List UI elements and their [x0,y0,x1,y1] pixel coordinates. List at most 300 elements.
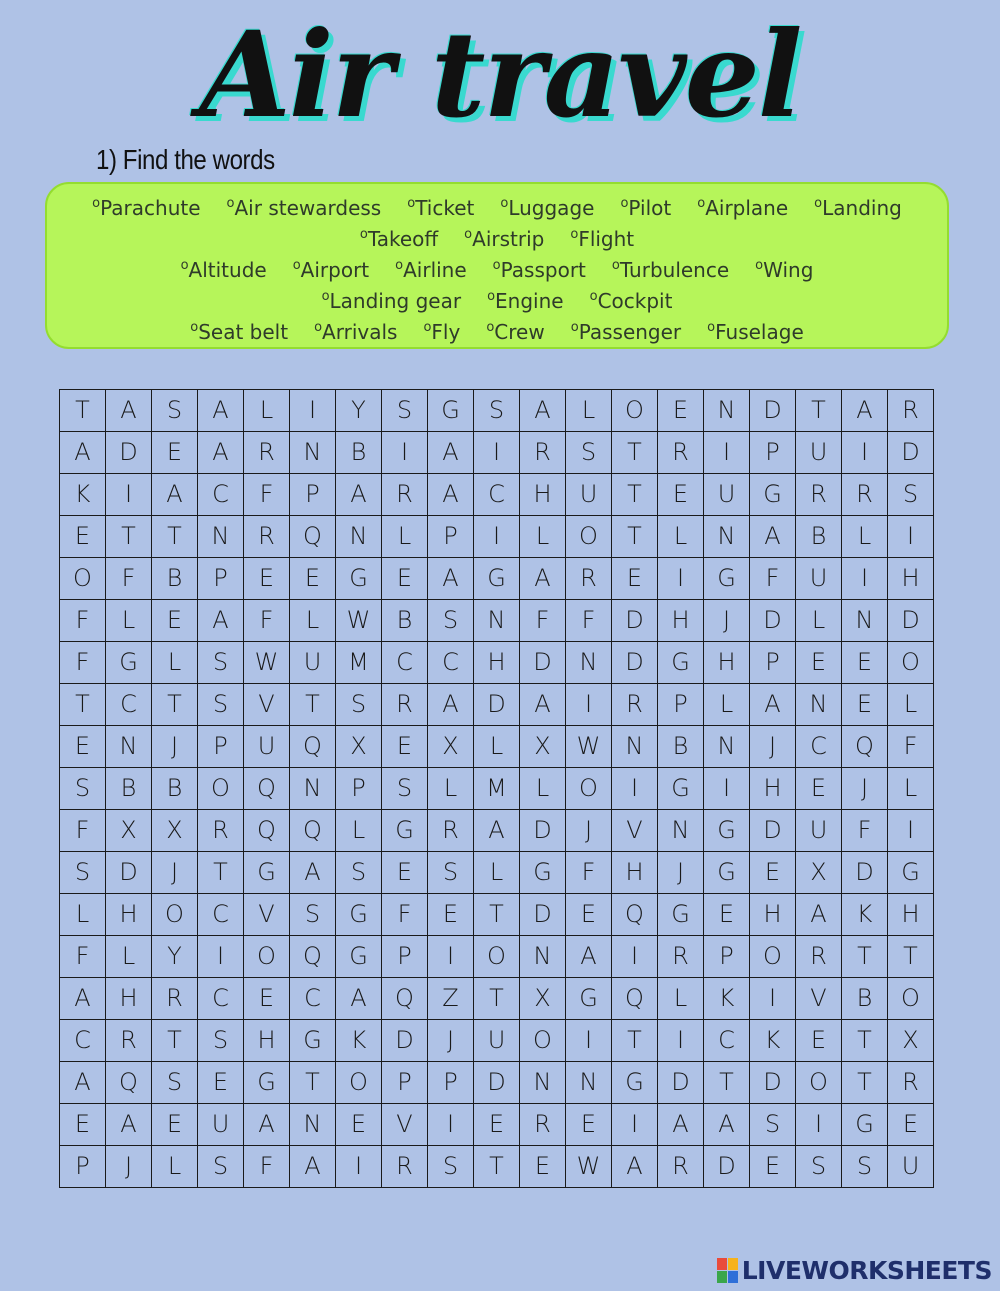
grid-cell[interactable]: G [428,390,474,432]
grid-cell[interactable]: L [842,516,888,558]
grid-cell[interactable]: O [152,894,198,936]
grid-cell[interactable]: E [796,642,842,684]
grid-cell[interactable]: D [106,432,152,474]
grid-cell[interactable]: O [520,1020,566,1062]
grid-cell[interactable]: L [106,936,152,978]
grid-cell[interactable]: A [428,474,474,516]
grid-cell[interactable]: D [750,810,796,852]
grid-cell[interactable]: G [842,1104,888,1146]
grid-cell[interactable]: R [658,936,704,978]
grid-cell[interactable]: R [612,684,658,726]
grid-cell[interactable]: A [750,684,796,726]
grid-cell[interactable]: A [658,1104,704,1146]
grid-cell[interactable]: A [336,978,382,1020]
grid-cell[interactable]: P [290,474,336,516]
grid-cell[interactable]: X [336,726,382,768]
grid-cell[interactable]: F [244,600,290,642]
grid-cell[interactable]: Y [336,390,382,432]
grid-cell[interactable]: E [428,894,474,936]
grid-cell[interactable]: X [888,1020,934,1062]
grid-cell[interactable]: T [842,936,888,978]
grid-cell[interactable]: O [474,936,520,978]
grid-cell[interactable]: L [658,516,704,558]
grid-cell[interactable]: A [566,936,612,978]
grid-cell[interactable]: L [152,642,198,684]
grid-cell[interactable]: O [888,642,934,684]
grid-cell[interactable]: S [152,1062,198,1104]
grid-cell[interactable]: I [336,1146,382,1188]
grid-cell[interactable]: I [474,516,520,558]
grid-cell[interactable]: S [428,600,474,642]
grid-cell[interactable]: S [382,768,428,810]
grid-cell[interactable]: T [796,390,842,432]
grid-cell[interactable]: O [566,768,612,810]
grid-cell[interactable]: E [244,558,290,600]
grid-cell[interactable]: R [152,978,198,1020]
grid-cell[interactable]: D [520,642,566,684]
grid-cell[interactable]: H [658,600,704,642]
grid-cell[interactable]: G [658,642,704,684]
grid-cell[interactable]: F [60,936,106,978]
grid-cell[interactable]: A [290,1146,336,1188]
grid-cell[interactable]: G [658,768,704,810]
grid-cell[interactable]: H [612,852,658,894]
grid-cell[interactable]: N [704,726,750,768]
grid-cell[interactable]: A [474,810,520,852]
grid-cell[interactable]: T [612,474,658,516]
grid-cell[interactable]: N [704,390,750,432]
grid-cell[interactable]: I [106,474,152,516]
grid-cell[interactable]: O [750,936,796,978]
grid-cell[interactable]: U [796,810,842,852]
grid-cell[interactable]: W [244,642,290,684]
grid-cell[interactable]: F [60,810,106,852]
grid-cell[interactable]: S [60,852,106,894]
grid-cell[interactable]: L [244,390,290,432]
grid-cell[interactable]: R [658,432,704,474]
grid-cell[interactable]: D [750,600,796,642]
grid-cell[interactable]: E [704,894,750,936]
grid-cell[interactable]: C [796,726,842,768]
grid-cell[interactable]: A [796,894,842,936]
grid-cell[interactable]: T [842,1062,888,1104]
grid-cell[interactable]: T [106,516,152,558]
grid-cell[interactable]: A [152,474,198,516]
grid-cell[interactable]: E [658,390,704,432]
grid-cell[interactable]: E [244,978,290,1020]
grid-cell[interactable]: H [888,894,934,936]
grid-cell[interactable]: X [428,726,474,768]
grid-cell[interactable]: X [520,726,566,768]
grid-cell[interactable]: I [888,516,934,558]
grid-cell[interactable]: Q [612,894,658,936]
grid-cell[interactable]: N [842,600,888,642]
grid-cell[interactable]: S [474,390,520,432]
grid-cell[interactable]: K [336,1020,382,1062]
grid-cell[interactable]: Y [152,936,198,978]
grid-cell[interactable]: L [474,726,520,768]
grid-cell[interactable]: J [566,810,612,852]
grid-cell[interactable]: D [520,810,566,852]
grid-cell[interactable]: G [244,1062,290,1104]
grid-cell[interactable]: H [704,642,750,684]
grid-cell[interactable]: U [244,726,290,768]
grid-cell[interactable]: P [750,642,796,684]
grid-cell[interactable]: P [382,936,428,978]
grid-cell[interactable]: L [704,684,750,726]
grid-cell[interactable]: Q [290,516,336,558]
grid-cell[interactable]: L [658,978,704,1020]
grid-cell[interactable]: F [244,1146,290,1188]
grid-cell[interactable]: L [336,810,382,852]
grid-cell[interactable]: Q [244,768,290,810]
grid-cell[interactable]: E [658,474,704,516]
grid-cell[interactable]: S [888,474,934,516]
grid-cell[interactable]: N [612,726,658,768]
grid-cell[interactable]: D [612,642,658,684]
grid-cell[interactable]: N [566,642,612,684]
grid-cell[interactable]: N [566,1062,612,1104]
grid-cell[interactable]: C [198,978,244,1020]
grid-cell[interactable]: E [60,516,106,558]
grid-cell[interactable]: E [382,726,428,768]
grid-cell[interactable]: R [842,474,888,516]
grid-cell[interactable]: L [888,684,934,726]
grid-cell[interactable]: L [152,1146,198,1188]
grid-cell[interactable]: P [382,1062,428,1104]
grid-cell[interactable]: D [658,1062,704,1104]
grid-cell[interactable]: T [152,1020,198,1062]
grid-cell[interactable]: I [428,936,474,978]
grid-cell[interactable]: Q [842,726,888,768]
grid-cell[interactable]: D [612,600,658,642]
grid-cell[interactable]: N [658,810,704,852]
grid-cell[interactable]: I [198,936,244,978]
grid-cell[interactable]: E [474,1104,520,1146]
grid-cell[interactable]: F [60,600,106,642]
grid-cell[interactable]: T [612,1020,658,1062]
grid-cell[interactable]: I [612,768,658,810]
grid-cell[interactable]: R [796,936,842,978]
grid-cell[interactable]: K [60,474,106,516]
grid-cell[interactable]: B [152,558,198,600]
grid-cell[interactable]: F [888,726,934,768]
grid-cell[interactable]: E [336,1104,382,1146]
grid-cell[interactable]: L [106,600,152,642]
grid-cell[interactable]: G [244,852,290,894]
grid-cell[interactable]: O [60,558,106,600]
grid-cell[interactable]: E [152,432,198,474]
grid-cell[interactable]: J [658,852,704,894]
grid-cell[interactable]: V [612,810,658,852]
grid-cell[interactable]: W [566,1146,612,1188]
grid-cell[interactable]: I [612,936,658,978]
grid-cell[interactable]: C [704,1020,750,1062]
grid-cell[interactable]: C [198,474,244,516]
grid-cell[interactable]: T [474,1146,520,1188]
grid-cell[interactable]: B [382,600,428,642]
grid-cell[interactable]: K [750,1020,796,1062]
grid-cell[interactable]: G [612,1062,658,1104]
grid-cell[interactable]: G [658,894,704,936]
grid-cell[interactable]: I [566,1020,612,1062]
grid-cell[interactable]: F [244,474,290,516]
grid-cell[interactable]: B [336,432,382,474]
grid-cell[interactable]: I [842,558,888,600]
grid-cell[interactable]: E [198,1062,244,1104]
grid-cell[interactable]: O [198,768,244,810]
grid-cell[interactable]: E [750,1146,796,1188]
grid-cell[interactable]: T [704,1062,750,1104]
grid-cell[interactable]: X [520,978,566,1020]
grid-cell[interactable]: S [152,390,198,432]
grid-cell[interactable]: P [198,558,244,600]
grid-cell[interactable]: I [704,432,750,474]
grid-cell[interactable]: N [520,936,566,978]
grid-cell[interactable]: S [428,1146,474,1188]
grid-cell[interactable]: A [520,558,566,600]
grid-cell[interactable]: T [888,936,934,978]
grid-cell[interactable]: L [796,600,842,642]
grid-cell[interactable]: G [474,558,520,600]
grid-cell[interactable]: R [520,1104,566,1146]
grid-cell[interactable]: M [474,768,520,810]
grid-cell[interactable]: T [612,432,658,474]
grid-cell[interactable]: Q [290,936,336,978]
grid-cell[interactable]: N [290,432,336,474]
grid-cell[interactable]: A [842,390,888,432]
grid-cell[interactable]: L [474,852,520,894]
grid-cell[interactable]: C [474,474,520,516]
grid-cell[interactable]: W [336,600,382,642]
grid-cell[interactable]: E [750,852,796,894]
grid-cell[interactable]: D [704,1146,750,1188]
grid-cell[interactable]: C [382,642,428,684]
grid-cell[interactable]: O [888,978,934,1020]
grid-cell[interactable]: E [796,768,842,810]
grid-cell[interactable]: R [566,558,612,600]
grid-cell[interactable]: E [152,600,198,642]
grid-cell[interactable]: N [704,516,750,558]
grid-cell[interactable]: G [336,894,382,936]
grid-cell[interactable]: H [474,642,520,684]
grid-cell[interactable]: D [750,390,796,432]
grid-cell[interactable]: P [198,726,244,768]
grid-cell[interactable]: U [566,474,612,516]
grid-cell[interactable]: U [198,1104,244,1146]
grid-cell[interactable]: B [658,726,704,768]
grid-cell[interactable]: I [566,684,612,726]
grid-cell[interactable]: A [750,516,796,558]
grid-cell[interactable]: G [566,978,612,1020]
grid-cell[interactable]: S [336,852,382,894]
grid-cell[interactable]: R [106,1020,152,1062]
grid-cell[interactable]: V [244,684,290,726]
grid-cell[interactable]: L [888,768,934,810]
grid-cell[interactable]: H [750,894,796,936]
grid-cell[interactable]: F [566,600,612,642]
grid-cell[interactable]: P [750,432,796,474]
grid-cell[interactable]: S [60,768,106,810]
grid-cell[interactable]: C [290,978,336,1020]
grid-cell[interactable]: T [152,516,198,558]
grid-cell[interactable]: R [382,1146,428,1188]
grid-cell[interactable]: X [796,852,842,894]
grid-cell[interactable]: R [428,810,474,852]
grid-cell[interactable]: V [796,978,842,1020]
grid-cell[interactable]: A [198,600,244,642]
grid-cell[interactable]: N [290,768,336,810]
grid-cell[interactable]: G [520,852,566,894]
grid-cell[interactable]: Q [290,810,336,852]
grid-cell[interactable]: R [888,1062,934,1104]
grid-cell[interactable]: L [382,516,428,558]
grid-cell[interactable]: A [60,432,106,474]
grid-cell[interactable]: A [198,432,244,474]
grid-cell[interactable]: G [336,558,382,600]
grid-cell[interactable]: A [336,474,382,516]
grid-cell[interactable]: Q [106,1062,152,1104]
grid-cell[interactable]: E [520,1146,566,1188]
grid-cell[interactable]: I [888,810,934,852]
grid-cell[interactable]: R [244,516,290,558]
grid-cell[interactable]: G [382,810,428,852]
grid-cell[interactable]: A [60,978,106,1020]
grid-cell[interactable]: A [704,1104,750,1146]
grid-cell[interactable]: T [842,1020,888,1062]
grid-cell[interactable]: J [842,768,888,810]
grid-cell[interactable]: U [888,1146,934,1188]
grid-cell[interactable]: S [198,684,244,726]
grid-cell[interactable]: C [106,684,152,726]
grid-cell[interactable]: X [106,810,152,852]
grid-cell[interactable]: T [60,684,106,726]
grid-cell[interactable]: H [244,1020,290,1062]
grid-cell[interactable]: J [704,600,750,642]
grid-cell[interactable]: Z [428,978,474,1020]
grid-cell[interactable]: S [290,894,336,936]
grid-cell[interactable]: U [290,642,336,684]
grid-cell[interactable]: R [244,432,290,474]
grid-cell[interactable]: R [382,684,428,726]
grid-cell[interactable]: Q [382,978,428,1020]
grid-cell[interactable]: O [796,1062,842,1104]
grid-cell[interactable]: P [658,684,704,726]
grid-cell[interactable]: T [474,978,520,1020]
grid-cell[interactable]: J [750,726,796,768]
grid-cell[interactable]: R [520,432,566,474]
grid-cell[interactable]: D [382,1020,428,1062]
grid-cell[interactable]: P [60,1146,106,1188]
grid-cell[interactable]: I [658,1020,704,1062]
grid-cell[interactable]: K [704,978,750,1020]
grid-cell[interactable]: E [382,852,428,894]
grid-cell[interactable]: N [520,1062,566,1104]
grid-cell[interactable]: U [796,432,842,474]
grid-cell[interactable]: I [382,432,428,474]
grid-cell[interactable]: T [60,390,106,432]
grid-cell[interactable]: E [888,1104,934,1146]
grid-cell[interactable]: R [888,390,934,432]
grid-cell[interactable]: L [566,390,612,432]
grid-cell[interactable]: A [612,1146,658,1188]
grid-cell[interactable]: K [842,894,888,936]
grid-cell[interactable]: D [106,852,152,894]
grid-cell[interactable]: G [704,558,750,600]
grid-cell[interactable]: P [428,516,474,558]
grid-cell[interactable]: E [796,1020,842,1062]
grid-cell[interactable]: L [60,894,106,936]
grid-cell[interactable]: L [520,516,566,558]
grid-cell[interactable]: N [290,1104,336,1146]
grid-cell[interactable]: O [244,936,290,978]
grid-cell[interactable]: R [658,1146,704,1188]
grid-cell[interactable]: D [474,684,520,726]
grid-cell[interactable]: U [704,474,750,516]
grid-cell[interactable]: H [106,894,152,936]
grid-cell[interactable]: F [106,558,152,600]
grid-cell[interactable]: P [704,936,750,978]
grid-cell[interactable]: F [520,600,566,642]
grid-cell[interactable]: A [290,852,336,894]
grid-cell[interactable]: S [336,684,382,726]
grid-cell[interactable]: J [106,1146,152,1188]
grid-cell[interactable]: R [382,474,428,516]
grid-cell[interactable]: D [888,432,934,474]
grid-cell[interactable]: T [474,894,520,936]
grid-cell[interactable]: H [520,474,566,516]
grid-cell[interactable]: A [244,1104,290,1146]
grid-cell[interactable]: E [842,642,888,684]
grid-cell[interactable]: S [842,1146,888,1188]
grid-cell[interactable]: P [336,768,382,810]
grid-cell[interactable]: I [750,978,796,1020]
grid-cell[interactable]: L [520,768,566,810]
grid-cell[interactable]: C [198,894,244,936]
grid-cell[interactable]: E [60,726,106,768]
grid-cell[interactable]: I [658,558,704,600]
grid-cell[interactable]: Q [244,810,290,852]
grid-cell[interactable]: G [290,1020,336,1062]
grid-cell[interactable]: G [704,852,750,894]
grid-cell[interactable]: U [474,1020,520,1062]
grid-cell[interactable]: G [106,642,152,684]
grid-cell[interactable]: I [704,768,750,810]
grid-cell[interactable]: T [152,684,198,726]
grid-cell[interactable]: E [290,558,336,600]
grid-cell[interactable]: X [152,810,198,852]
grid-cell[interactable]: I [842,432,888,474]
grid-cell[interactable]: H [888,558,934,600]
grid-cell[interactable]: A [520,684,566,726]
grid-cell[interactable]: E [152,1104,198,1146]
grid-cell[interactable]: A [428,558,474,600]
grid-cell[interactable]: B [152,768,198,810]
grid-cell[interactable]: I [428,1104,474,1146]
grid-cell[interactable]: D [520,894,566,936]
grid-cell[interactable]: A [106,1104,152,1146]
grid-cell[interactable]: C [60,1020,106,1062]
grid-cell[interactable]: F [566,852,612,894]
grid-cell[interactable]: D [750,1062,796,1104]
grid-cell[interactable]: J [428,1020,474,1062]
grid-cell[interactable]: E [612,558,658,600]
grid-cell[interactable]: S [198,642,244,684]
grid-cell[interactable]: G [888,852,934,894]
grid-cell[interactable]: J [152,852,198,894]
grid-cell[interactable]: E [566,1104,612,1146]
grid-cell[interactable]: A [198,390,244,432]
